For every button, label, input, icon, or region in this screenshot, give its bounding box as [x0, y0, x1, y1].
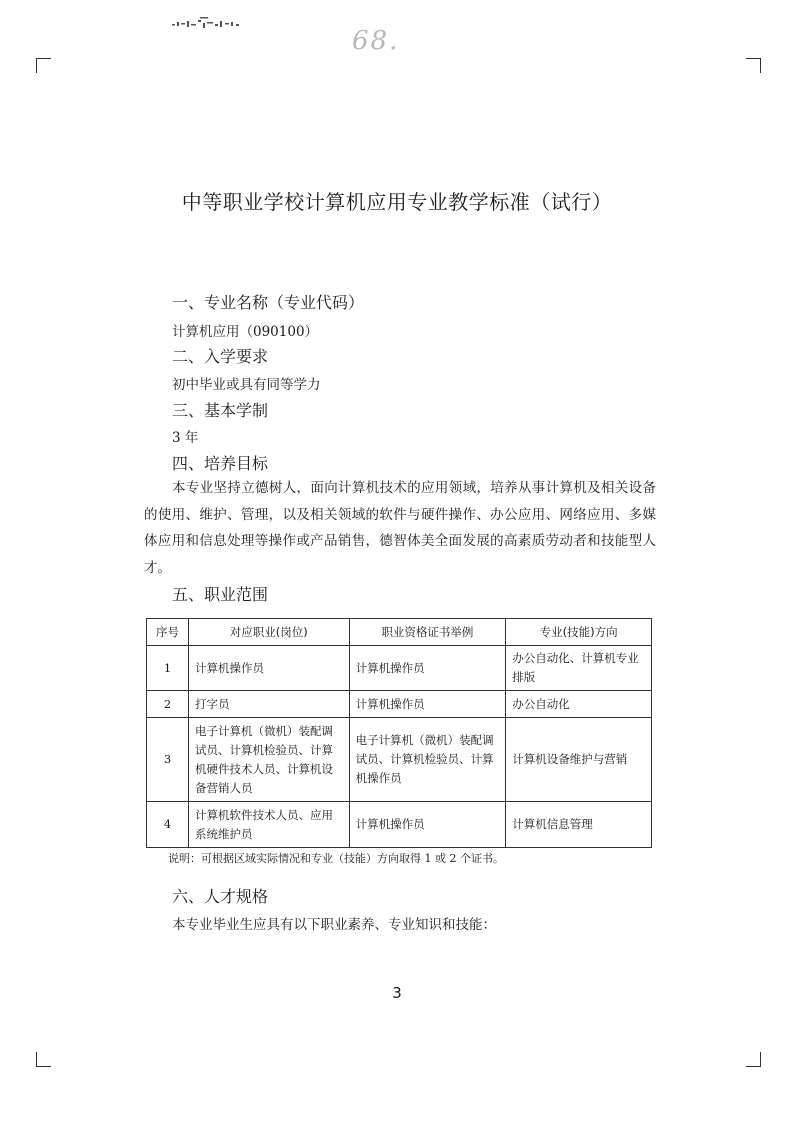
table-header-row	[147, 619, 652, 646]
cell-direction: 计算机信息管理	[506, 802, 652, 848]
crop-mark-top-right	[746, 58, 761, 73]
cell-index: 3	[147, 718, 189, 802]
section-2-text: 初中毕业或具有同等学力	[172, 377, 321, 393]
cell-index: 4	[147, 802, 189, 848]
cell-direction: 办公自动化	[506, 691, 652, 718]
section-6-text: 本专业毕业生应具有以下职业素养、专业知识和技能：	[172, 917, 496, 933]
cell-occupation: 打字员	[188, 691, 349, 718]
cell-direction: 办公自动化、计算机专业排版	[506, 646, 652, 691]
cell-index: 1	[147, 646, 189, 691]
section-2-heading: 二、入学要求	[172, 347, 269, 366]
page-number: 3	[392, 984, 402, 1002]
section-4-heading: 四、培养目标	[172, 454, 269, 473]
header-occupation: 对应职业(岗位)	[188, 619, 349, 646]
section-3-text: 3 年	[172, 430, 199, 446]
header-certificate: 职业资格证书举例	[349, 619, 506, 646]
cell-direction: 计算机设备维护与营销	[506, 718, 652, 802]
section-1-heading: 一、专业名称（专业代码）	[172, 293, 365, 312]
header-index: 序号	[147, 619, 189, 646]
table-row	[147, 802, 652, 848]
section-3-heading: 三、基本学制	[172, 401, 269, 420]
crop-mark-bottom-left	[36, 1052, 51, 1067]
handwritten-page-mark: 68.	[352, 26, 400, 56]
section-6-heading: 六、人才规格	[172, 887, 269, 906]
section-5-heading: 五、职业范围	[172, 585, 269, 604]
cell-index: 2	[147, 691, 189, 718]
table-row	[147, 691, 652, 718]
header-direction: 专业(技能)方向	[506, 619, 652, 646]
crop-mark-top-left	[36, 58, 51, 73]
occupation-table	[146, 618, 652, 848]
cell-certificate: 计算机操作员	[349, 646, 506, 691]
cell-certificate: 计算机操作员	[349, 691, 506, 718]
section-1-text: 计算机应用（090100）	[172, 324, 319, 340]
cell-certificate: 计算机操作员	[349, 802, 506, 848]
cell-certificate: 电子计算机（微机）装配调试员、计算机检验员、计算机操作员	[349, 718, 506, 802]
cell-occupation: 电子计算机（微机）装配调试员、计算机检验员、计算机硬件技术人员、计算机设备营销人员	[188, 718, 349, 802]
scan-noise-marks	[170, 14, 250, 34]
crop-mark-bottom-right	[746, 1052, 761, 1067]
table-note: 说明：可根据区域实际情况和专业（技能）方向取得 1 或 2 个证书。	[168, 852, 504, 865]
table-row	[147, 646, 652, 691]
cell-occupation: 计算机软件技术人员、应用系统维护员	[188, 802, 349, 848]
table-row	[147, 718, 652, 802]
cell-occupation: 计算机操作员	[188, 646, 349, 691]
document-title: 中等职业学校计算机应用专业教学标准（试行）	[181, 190, 613, 214]
section-4-paragraph: 本专业坚持立德树人，面向计算机技术的应用领域，培养从事计算机及相关设备的使用、维护、管理，以及相关领域的软件与硬件操作、办公应用、网络应用、多媒体应用和信息处理等操作或产品销售，德智体美全面发展的高素质劳动者和技能型人才。	[144, 480, 656, 576]
